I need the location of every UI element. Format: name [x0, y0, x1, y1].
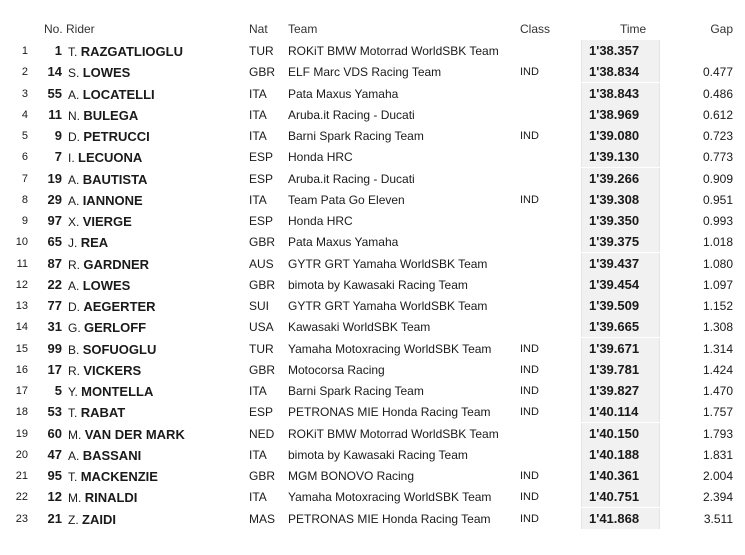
gap-value: 2.394: [702, 490, 733, 505]
rider-name: [68, 320, 146, 335]
rider-number: 17: [47, 361, 62, 377]
lap-time: 1'38.969: [589, 106, 640, 122]
gap-value: 0.723: [702, 129, 733, 143]
table-row: [0, 486, 745, 507]
position: 11: [16, 257, 28, 270]
rider-lastname: VICKERS: [83, 362, 142, 378]
nationality: TUR: [249, 341, 274, 356]
nationality: ITA: [249, 129, 267, 143]
rider-initial: A.: [68, 172, 80, 187]
rider-name: [68, 44, 183, 59]
nationality: TUR: [249, 44, 274, 58]
rider-initial: J.: [68, 236, 78, 251]
rider-lastname: MONTELLA: [81, 384, 154, 399]
rider-number: 9: [54, 128, 62, 143]
position: 1: [21, 45, 28, 57]
class-badge: IND: [520, 342, 539, 355]
nationality: GBR: [249, 469, 276, 483]
rider-initial: A.: [68, 193, 80, 208]
table-row: [0, 253, 745, 274]
lap-time: 1'40.150: [589, 425, 640, 441]
class-badge: IND: [520, 193, 539, 206]
rider-name: [68, 108, 138, 123]
rider-number: 55: [47, 85, 62, 101]
lap-time: 1'40.361: [589, 468, 640, 483]
position: 7: [21, 172, 28, 185]
table-row: [0, 104, 745, 125]
position: 15: [15, 342, 28, 355]
nationality: ITA: [249, 107, 267, 122]
team-name: ROKiT BMW Motorrad WorldSBK Team: [288, 426, 499, 441]
rider-name: [68, 363, 141, 378]
nationality: ITA: [249, 490, 267, 505]
rider-name: [68, 342, 156, 357]
nationality: ITA: [249, 86, 267, 101]
team-name: Team Pata Go Eleven: [288, 192, 405, 207]
team-name: Honda HRC: [288, 214, 353, 228]
lap-time: 1'39.781: [589, 361, 640, 377]
class-badge: IND: [520, 406, 539, 419]
gap-value: 1.080: [702, 256, 733, 271]
lap-time: 1'39.437: [589, 255, 640, 271]
team-name: Pata Maxus Yamaha: [288, 235, 399, 250]
table-row: [0, 231, 745, 252]
rider-number: 7: [54, 149, 62, 165]
table-row: [0, 401, 745, 422]
table-row: [0, 423, 745, 444]
rider-initial: G.: [68, 321, 81, 336]
table-row: [0, 316, 745, 337]
rider-name: [68, 405, 125, 420]
rider-number: 5: [54, 383, 62, 398]
rider-name: [68, 278, 130, 293]
team-name: ROKiT BMW Motorrad WorldSBK Team: [288, 44, 499, 58]
position: 17: [15, 385, 28, 397]
table-row: [0, 274, 745, 295]
gap-value: 1.018: [702, 235, 733, 250]
rider-number: 22: [47, 276, 62, 292]
table-row: [0, 465, 745, 486]
rider-number: 95: [47, 468, 62, 483]
lap-time: 1'41.868: [589, 510, 640, 526]
rider-number: 1: [54, 43, 62, 58]
rider-number: 11: [48, 106, 62, 122]
gap-value: 1.152: [702, 299, 733, 313]
class-badge: IND: [520, 385, 539, 397]
table-row: [0, 508, 745, 529]
rider-name: [68, 172, 147, 187]
team-name: GYTR GRT Yamaha WorldSBK Team: [288, 256, 488, 271]
lap-time: 1'39.665: [589, 319, 640, 335]
gap-value: 1.424: [702, 362, 733, 377]
rider-lastname: GARDNER: [83, 256, 150, 272]
table-header: [0, 22, 745, 38]
rider-initial: N.: [68, 108, 80, 123]
table-row: [0, 61, 745, 82]
team-name: Aruba.it Racing - Ducati: [288, 107, 415, 122]
rider-name: [68, 150, 142, 165]
rider-number: 19: [47, 170, 62, 186]
table-row: [0, 168, 745, 189]
team-name: Yamaha Motoxracing WorldSBK Team: [288, 341, 492, 356]
nationality: GBR: [249, 277, 276, 292]
gap-value: 1.831: [702, 447, 733, 462]
rider-name: [68, 299, 156, 314]
class-badge: IND: [520, 470, 539, 482]
position: 2: [21, 66, 28, 79]
table-row: [0, 295, 745, 316]
rider-lastname: MACKENZIE: [80, 469, 158, 484]
rider-initial: Z.: [68, 512, 79, 527]
lap-time: 1'40.751: [589, 489, 640, 505]
class-badge: IND: [520, 512, 539, 525]
table-row: [0, 146, 745, 167]
rider-lastname: LOCATELLI: [82, 86, 155, 102]
rider-lastname: RINALDI: [84, 490, 138, 506]
rider-lastname: PETRUCCI: [83, 129, 150, 144]
rider-name: [68, 427, 185, 442]
lap-time: 1'39.080: [589, 128, 640, 143]
rider-lastname: RAZGATLIOGLU: [80, 44, 183, 59]
rider-name: [68, 193, 143, 208]
position: 16: [15, 363, 28, 376]
rider-initial: M.: [68, 491, 82, 506]
header-team: Team: [288, 22, 318, 36]
nationality: ESP: [249, 171, 274, 186]
gap-value: 1.314: [702, 341, 733, 356]
rider-number: 65: [47, 234, 62, 250]
position: 12: [15, 278, 28, 291]
rider-lastname: VAN DER MARK: [84, 426, 185, 442]
rider-name: [68, 214, 132, 229]
rider-lastname: LOWES: [82, 65, 131, 81]
rider-lastname: BASSANI: [82, 447, 142, 463]
rider-number: 97: [47, 213, 62, 228]
nationality: SUI: [249, 299, 270, 313]
lap-time: 1'39.375: [589, 234, 640, 250]
class-badge: IND: [520, 66, 539, 79]
rider-name: [68, 469, 158, 484]
team-name: PETRONAS MIE Honda Racing Team: [288, 511, 491, 526]
rider-name: [68, 384, 153, 399]
position: 4: [21, 108, 28, 121]
lap-time: 1'39.308: [589, 191, 640, 207]
position: 6: [21, 151, 28, 164]
lap-time: 1'38.357: [589, 43, 640, 58]
rider-number: 47: [47, 446, 62, 462]
nationality: USA: [249, 320, 274, 335]
rider-initial: A.: [68, 448, 80, 463]
position: 10: [15, 236, 28, 249]
team-name: Yamaha Motoxracing WorldSBK Team: [288, 490, 492, 505]
nationality: ITA: [249, 447, 267, 462]
gap-value: 0.477: [702, 65, 733, 80]
gap-value: 0.909: [702, 171, 733, 186]
gap-value: 1.793: [702, 426, 733, 441]
gap-value: 1.097: [702, 277, 733, 292]
nationality: ESP: [249, 214, 274, 228]
rider-name: [68, 87, 155, 102]
gap-value: 0.951: [702, 192, 733, 207]
rider-initial: S.: [68, 66, 80, 81]
nationality: GBR: [249, 65, 276, 80]
gap-value: 0.773: [702, 150, 733, 165]
nationality: AUS: [249, 256, 274, 271]
lap-time: 1'39.130: [589, 149, 640, 165]
rider-number: 53: [47, 404, 62, 420]
table-row: [0, 444, 745, 465]
lap-time: 1'40.114: [589, 404, 639, 420]
rider-number: 31: [47, 319, 62, 335]
gap-value: 0.486: [702, 86, 733, 101]
rider-initial: A.: [68, 278, 80, 293]
team-name: Barni Spark Racing Team: [288, 129, 424, 143]
gap-value: 2.004: [702, 469, 733, 483]
rider-lastname: BAUTISTA: [82, 171, 148, 187]
rider-name: [68, 512, 116, 527]
rider-initial: R.: [68, 257, 80, 272]
nationality: GBR: [249, 235, 276, 250]
team-name: bimota by Kawasaki Racing Team: [288, 447, 468, 462]
rider-number: 29: [47, 191, 62, 207]
position: 18: [15, 406, 28, 419]
header-nat: Nat: [249, 22, 268, 36]
rider-initial: D.: [68, 300, 80, 314]
rider-lastname: IANNONE: [82, 192, 143, 208]
nationality: NED: [249, 426, 275, 441]
rider-name: [68, 235, 108, 250]
rider-lastname: RABAT: [80, 405, 126, 421]
lap-time: 1'39.827: [589, 383, 640, 398]
rider-initial: R.: [68, 363, 80, 378]
position: 21: [15, 470, 28, 482]
position: 22: [15, 491, 28, 504]
rider-lastname: AEGERTER: [83, 299, 156, 314]
rider-lastname: BULEGA: [83, 107, 139, 123]
table-row: [0, 338, 745, 359]
team-name: Honda HRC: [288, 150, 353, 165]
gap-value: 3.511: [703, 511, 733, 526]
header-rider: Rider: [66, 22, 95, 36]
rider-initial: M.: [68, 427, 82, 442]
rider-lastname: VIERGE: [82, 214, 132, 229]
rider-initial: T.: [68, 406, 78, 421]
gap-value: 1.470: [702, 384, 733, 398]
nationality: MAS: [249, 511, 276, 526]
lap-time: 1'38.843: [589, 85, 640, 101]
table-row: [0, 83, 745, 104]
lap-time: 1'39.350: [589, 213, 640, 228]
nationality: ITA: [249, 192, 267, 207]
rider-number: 21: [47, 510, 62, 526]
table-row: [0, 380, 745, 401]
position: 19: [15, 427, 28, 440]
lap-time: 1'38.834: [589, 64, 640, 80]
team-name: MGM BONOVO Racing: [288, 469, 415, 483]
rider-lastname: GERLOFF: [84, 320, 147, 336]
rider-name: [68, 257, 149, 272]
rider-number: 99: [47, 340, 62, 356]
table-row: [0, 210, 745, 231]
gap-value: 0.993: [702, 214, 733, 228]
team-name: Kawasaki WorldSBK Team: [288, 320, 431, 335]
header-gap: Gap: [710, 22, 733, 36]
team-name: Barni Spark Racing Team: [288, 384, 424, 398]
rider-number: 87: [47, 255, 62, 271]
lap-time: 1'39.266: [589, 170, 640, 186]
rider-initial: A.: [68, 87, 80, 102]
position: 3: [21, 87, 28, 100]
position: 13: [15, 300, 28, 312]
rider-number: 60: [47, 425, 62, 441]
class-badge: IND: [520, 491, 539, 504]
team-name: bimota by Kawasaki Racing Team: [288, 277, 468, 292]
team-name: Motocorsa Racing: [288, 362, 385, 377]
table-row: [0, 125, 745, 146]
rider-name: [68, 490, 137, 505]
gap-value: 0.612: [702, 107, 733, 122]
rider-name: [68, 448, 141, 463]
position: 14: [15, 321, 28, 334]
rider-initial: T.: [68, 470, 78, 484]
class-badge: IND: [520, 130, 539, 142]
rider-initial: B.: [68, 342, 80, 357]
rider-initial: D.: [68, 130, 80, 144]
table-row: [0, 40, 745, 61]
position: 5: [21, 130, 28, 142]
rider-initial: Y.: [68, 385, 78, 399]
gap-value: 1.308: [702, 320, 733, 335]
rider-lastname: LECUONA: [78, 150, 143, 166]
rider-initial: T.: [68, 45, 78, 59]
header-class: Class: [520, 22, 551, 36]
position: 23: [15, 512, 28, 525]
nationality: GBR: [249, 362, 276, 377]
team-name: GYTR GRT Yamaha WorldSBK Team: [288, 299, 488, 313]
rider-initial: X.: [68, 215, 80, 229]
team-name: Aruba.it Racing - Ducati: [288, 171, 415, 186]
lap-time: 1'39.671: [589, 340, 640, 356]
rider-initial: I.: [68, 151, 75, 166]
table-row: [0, 359, 745, 380]
rider-lastname: SOFUOGLU: [82, 341, 157, 357]
header-no: No.: [44, 22, 63, 36]
gap-value: 1.757: [702, 405, 733, 420]
rider-number: 77: [47, 298, 62, 313]
team-name: Pata Maxus Yamaha: [288, 86, 399, 101]
class-badge: IND: [520, 363, 539, 376]
rider-number: 12: [47, 489, 62, 505]
rider-number: 14: [47, 64, 62, 80]
nationality: ESP: [249, 150, 274, 165]
nationality: ITA: [249, 384, 267, 398]
position: 8: [21, 193, 28, 206]
position: 20: [15, 448, 28, 461]
rider-lastname: REA: [80, 235, 109, 251]
rider-lastname: LOWES: [82, 277, 131, 293]
rider-name: [68, 65, 130, 80]
rider-name: [68, 129, 150, 144]
lap-time: 1'39.454: [589, 276, 640, 292]
lap-time: 1'39.509: [589, 298, 640, 313]
position: 9: [21, 215, 28, 227]
team-name: ELF Marc VDS Racing Team: [288, 65, 442, 80]
lap-time: 1'40.188: [589, 446, 640, 462]
team-name: PETRONAS MIE Honda Racing Team: [288, 405, 491, 420]
nationality: ESP: [249, 405, 274, 420]
rider-lastname: ZAIDI: [82, 511, 116, 527]
header-time: Time: [620, 22, 647, 36]
table-row: [0, 189, 745, 210]
